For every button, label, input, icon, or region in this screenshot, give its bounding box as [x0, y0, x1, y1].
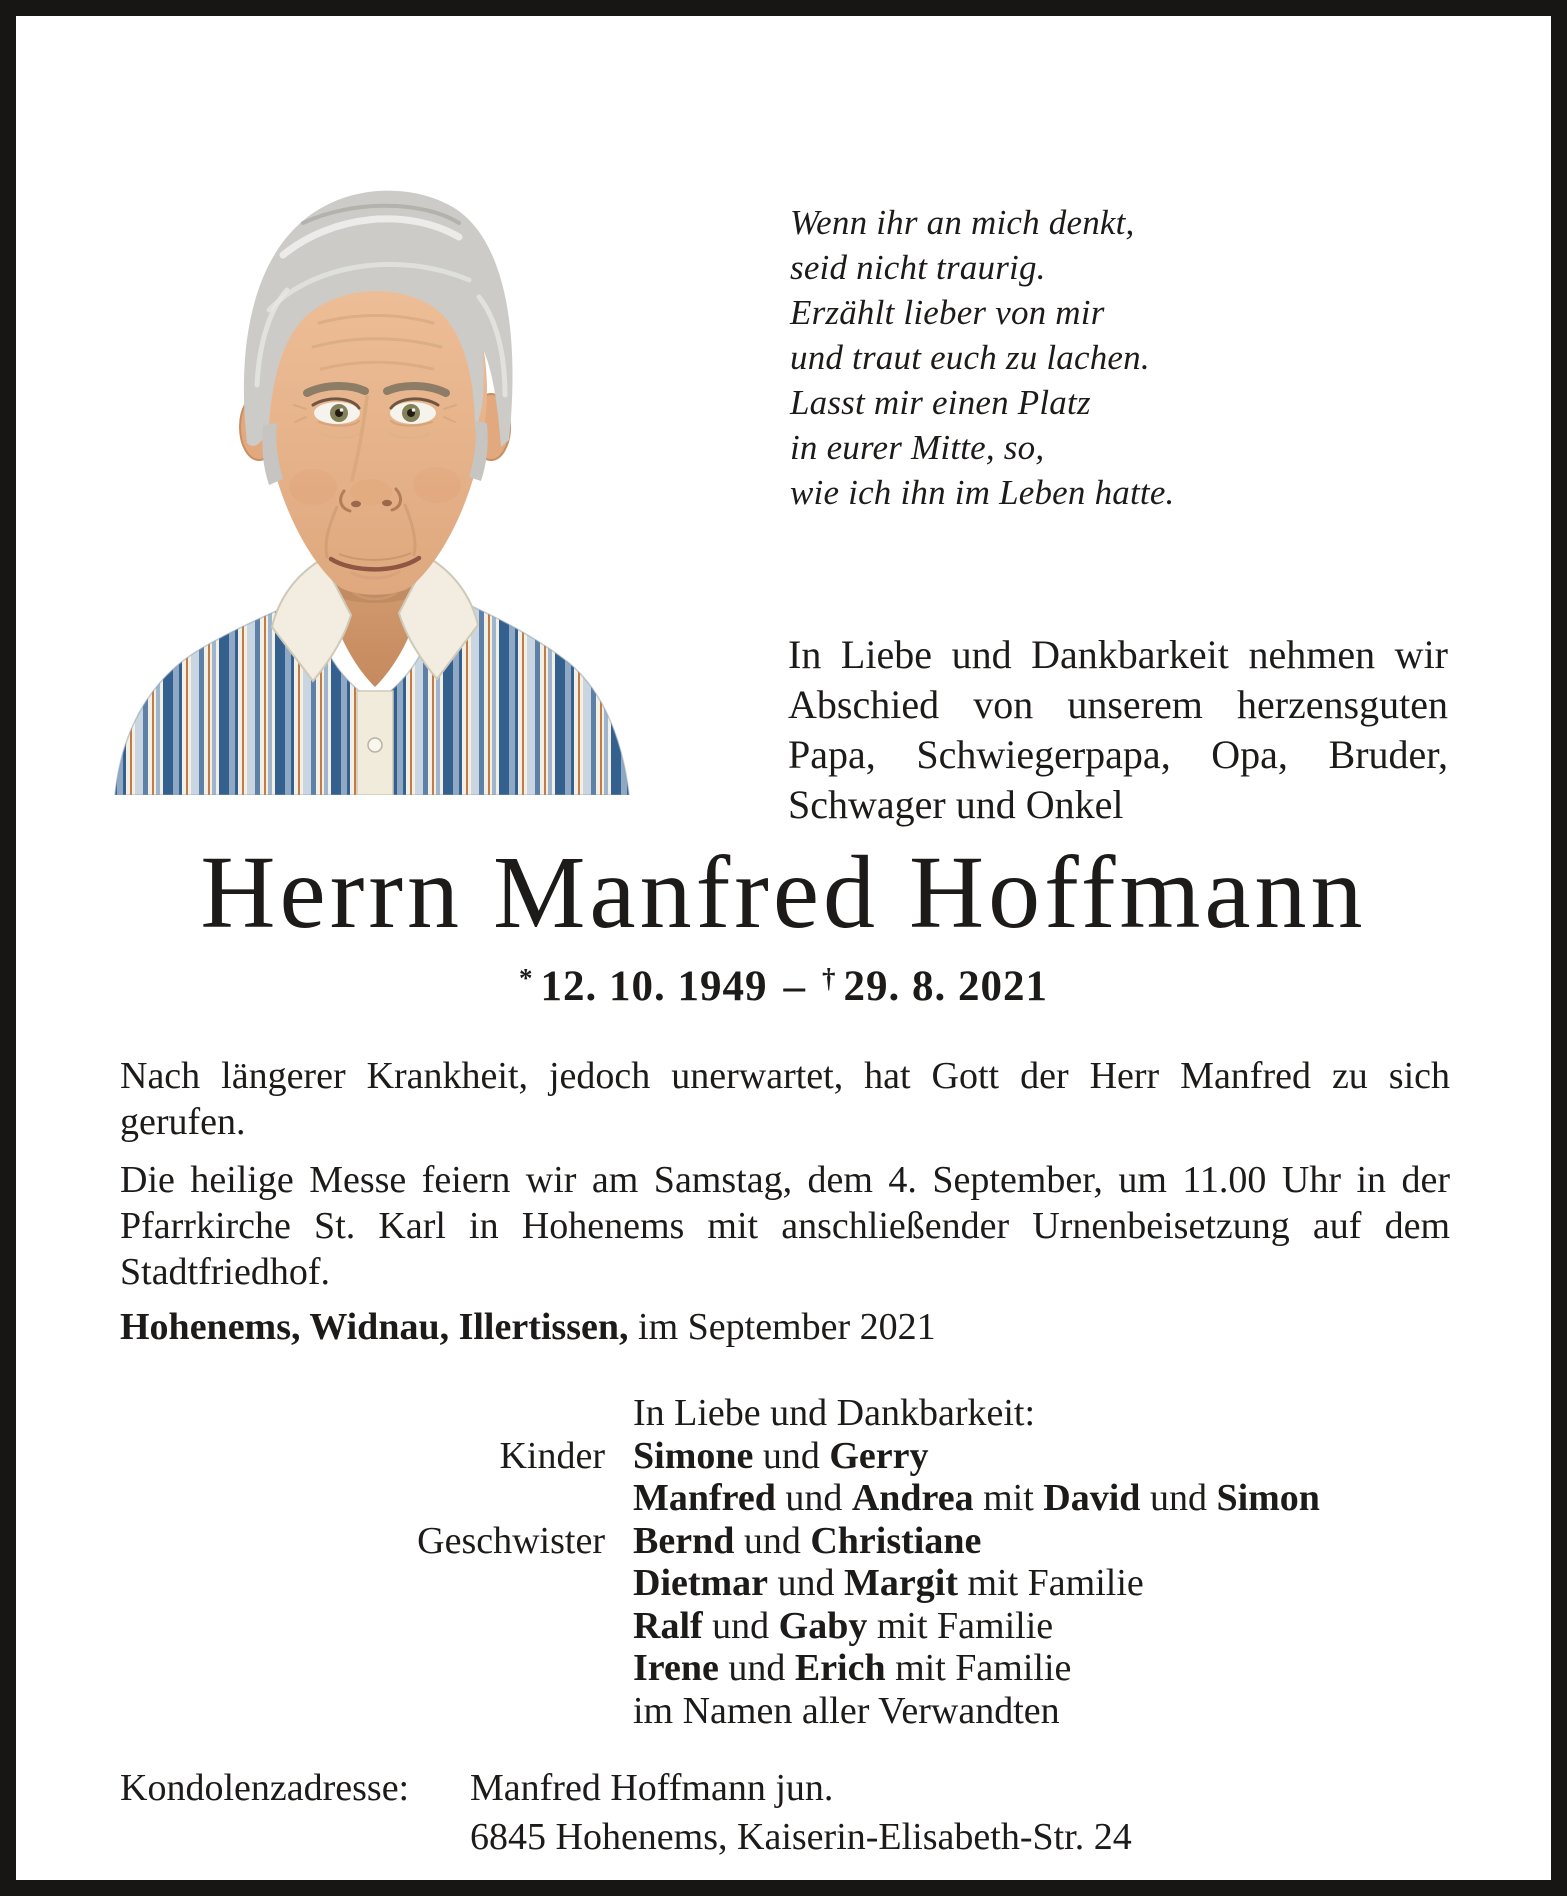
dateline-places: Hohenems, Widnau, Illertissen,	[120, 1306, 629, 1348]
family-role-label	[120, 1605, 605, 1648]
funeral-service-paragraph: Die heilige Messe feiern wir am Samstag, dem 4. September, um 11.00 Uhr in der Pfarrkirche St. Karl in Hohenems mit anschließender Urnenbeisetzung auf dem Stadtfriedhof.	[120, 1159, 1450, 1293]
poem-line: seid nicht traurig.	[790, 248, 1046, 287]
condolence-address	[470, 1764, 1132, 1862]
family-member-name: Irene	[633, 1647, 719, 1689]
family-member-name: Simon	[1216, 1477, 1320, 1519]
family-role-label	[120, 1690, 605, 1733]
poem-line: und traut euch zu lachen.	[790, 338, 1150, 377]
family-member-name: Gaby	[778, 1604, 868, 1647]
family-row	[120, 1392, 1460, 1435]
family-role-label: Geschwister	[417, 1519, 605, 1562]
family-member-name: Simone	[633, 1434, 754, 1477]
family-connector-text: und	[1140, 1477, 1217, 1519]
death-announcement-paragraph: Nach längerer Krankheit, jedoch unerwartet, hat Gott der Herr Manfred zu sich gerufen.	[120, 1055, 1450, 1143]
death-date: 29. 8. 2021	[843, 963, 1048, 1010]
family-connector-text: In Liebe und Dankbarkeit:	[633, 1392, 1036, 1434]
family-member-name: Erich	[794, 1647, 886, 1689]
family-names	[633, 1605, 1460, 1648]
family-names	[633, 1392, 1460, 1435]
family-connector-text: mit Familie	[958, 1562, 1144, 1604]
dates-separator: –	[783, 963, 806, 1010]
family-role-label	[120, 1562, 605, 1605]
family-role-label	[120, 1477, 605, 1520]
family-row	[120, 1605, 1460, 1648]
dateline-date: im September 2021	[638, 1306, 936, 1348]
family-member-name: Ralf	[633, 1604, 703, 1647]
family-names	[633, 1647, 1460, 1690]
family-member-name: Manfred	[633, 1477, 776, 1519]
family-row	[120, 1520, 1460, 1563]
family-connector-text: und	[734, 1519, 811, 1562]
family-row	[120, 1562, 1460, 1605]
family-connector-text: und	[753, 1434, 830, 1477]
family-connector-text: und	[775, 1477, 852, 1519]
family-member-name: David	[1043, 1477, 1141, 1519]
portrait-photo	[107, 95, 644, 795]
family-rows	[120, 1392, 1460, 1732]
family-connector-text: mit Familie	[867, 1604, 1054, 1647]
family-connector-text: und	[702, 1604, 779, 1647]
dateline	[120, 1305, 936, 1349]
poem-line: Lasst mir einen Platz	[790, 383, 1091, 422]
family-connector-text: mit Familie	[885, 1647, 1072, 1689]
condolence-recipient: Manfred Hoffmann jun.	[470, 1767, 834, 1809]
family-member-name: Andrea	[851, 1477, 974, 1519]
born-symbol: *	[519, 963, 534, 993]
memorial-poem	[790, 200, 1350, 515]
family-names	[633, 1690, 1460, 1733]
family-member-name: Christiane	[810, 1519, 982, 1562]
family-member-name: Gerry	[829, 1434, 929, 1477]
life-dates	[60, 962, 1507, 1011]
farewell-intro-text: In Liebe und Dankbarkeit nehmen wir Abschied von unserem herzensguten Papa, Schwiegerpapa, Opa, Bruder, Schwager und Onkel	[788, 632, 1448, 827]
deceased-name-heading: Herrn Manfred Hoffmann	[200, 835, 1367, 950]
shirt-button	[368, 738, 382, 752]
portrait-illustration	[107, 95, 644, 795]
family-names	[633, 1520, 1460, 1563]
family-role-label: Kinder	[499, 1434, 605, 1477]
family-row	[120, 1690, 1460, 1733]
condolence-block	[120, 1764, 1132, 1862]
condolence-street-address: 6845 Hohenems, Kaiserin-Elisabeth-Str. 24	[470, 1816, 1132, 1858]
family-row	[120, 1435, 1460, 1478]
family-names	[633, 1477, 1460, 1520]
family-role-label	[120, 1392, 605, 1435]
family-role-label	[120, 1647, 605, 1690]
family-names	[633, 1562, 1460, 1605]
family-connector-text: und	[768, 1562, 845, 1604]
family-row	[120, 1647, 1460, 1690]
family-connector-text: und	[718, 1647, 795, 1689]
birth-date: 12. 10. 1949	[540, 963, 768, 1010]
poem-line: Wenn ihr an mich denkt,	[790, 203, 1135, 242]
poem-line: Erzählt lieber von mir	[790, 293, 1105, 332]
poem-line: in eurer Mitte, so,	[790, 428, 1045, 467]
family-names	[633, 1435, 1460, 1478]
family-member-name: Margit	[844, 1562, 958, 1604]
poem-line: wie ich ihn im Leben hatte.	[790, 473, 1175, 512]
family-member-name: Bernd	[633, 1519, 735, 1562]
family-row	[120, 1477, 1460, 1520]
family-connector-text: mit	[973, 1477, 1044, 1519]
family-member-name: Dietmar	[633, 1562, 769, 1604]
condolence-label: Kondolenzadresse:	[120, 1767, 410, 1809]
died-symbol: †	[822, 963, 837, 993]
family-connector-text: im Namen aller Verwandten	[633, 1689, 1060, 1732]
